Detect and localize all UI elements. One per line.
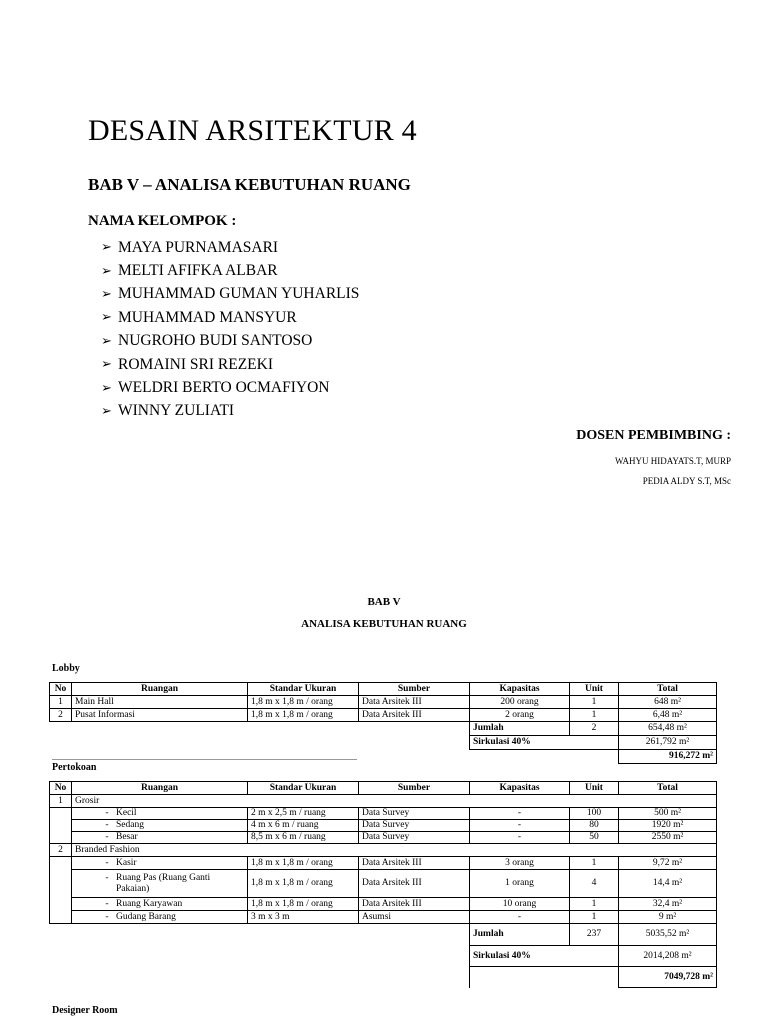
cell-sumber: Data Survey: [359, 832, 470, 844]
jumlah-label: Jumlah: [470, 924, 570, 946]
member-name: ROMAINI SRI REZEKI: [118, 355, 273, 373]
table-row: [50, 808, 717, 820]
supervisor-label: DOSEN PEMBIMBING :: [576, 428, 731, 443]
member-name: WELDRI BERTO OCMAFIYON: [118, 379, 330, 397]
group-row: [50, 795, 717, 808]
cell-unit: 80: [570, 820, 619, 832]
designer-room-label: Designer Room: [52, 1005, 118, 1016]
cell-kapasitas: -: [470, 808, 570, 820]
cell-total: 9,72 m²: [619, 857, 717, 870]
member-name: MUHAMMAD MANSYUR: [118, 308, 297, 326]
dash-bullet-icon: -: [105, 857, 109, 868]
table-row: [50, 857, 717, 870]
cell-total: 500 m²: [619, 808, 717, 820]
cell-standar: 1,8 m x 1,8 m / orang: [248, 857, 359, 870]
cell-sumber: Data Arsitek III: [359, 857, 470, 870]
cell-ruangan: - Sedang: [72, 820, 248, 832]
table-header-row: [50, 782, 717, 795]
cell-kapasitas: -: [470, 832, 570, 844]
cell-ruangan: Pusat Informasi: [72, 709, 248, 722]
member-item: [101, 259, 359, 282]
cell-unit: 1: [570, 709, 619, 722]
arrow-bullet-icon: ➢: [101, 380, 112, 396]
arrow-bullet-icon: ➢: [101, 403, 112, 419]
grand-total-row: [50, 750, 717, 764]
dash-bullet-icon: -: [105, 808, 109, 818]
cell-standar: 1,8 m x 1,8 m / orang: [248, 870, 359, 898]
jumlah-total: 5035,52 m²: [619, 924, 717, 946]
cell-unit: 50: [570, 832, 619, 844]
arrow-bullet-icon: ➢: [101, 357, 112, 373]
col-header: Ruangan: [72, 782, 248, 795]
arrow-bullet-icon: ➢: [101, 310, 112, 326]
cell-sumber: Asumsi: [359, 911, 470, 924]
dash-bullet-icon: -: [105, 832, 109, 842]
cell-unit: 1: [570, 898, 619, 911]
cell-standar: 1,8 m x 1,8 m / orang: [248, 709, 359, 722]
arrow-bullet-icon: ➢: [101, 263, 112, 279]
cell-total: 648 m²: [619, 696, 717, 709]
group-name: Branded Fashion: [72, 844, 717, 857]
jumlah-row: [50, 722, 717, 736]
cell-sumber: Data Arsitek III: [359, 898, 470, 911]
col-header: Ruangan: [72, 683, 248, 696]
sirkulasi-label: Sirkulasi 40%: [470, 946, 619, 967]
cell-unit: 1: [570, 857, 619, 870]
cell-ruangan: - Kasir: [72, 857, 248, 870]
grand-total-row: [50, 967, 717, 988]
grand-total: 916,272 m²: [619, 750, 717, 764]
supervisor-name: PEDIA ALDY S.T, MSc: [642, 476, 731, 486]
dash-bullet-icon: -: [105, 898, 109, 909]
cell-ruangan: - Ruang Pas (Ruang Ganti Pakaian): [72, 870, 248, 898]
section-heading: BAB V: [367, 596, 401, 608]
cell-sumber: Data Survey: [359, 820, 470, 832]
arrow-bullet-icon: ➢: [101, 333, 112, 349]
cell-standar: 8,5 m x 6 m / ruang: [248, 832, 359, 844]
member-list: [101, 236, 359, 423]
cell-sumber: Data Survey: [359, 808, 470, 820]
cell-standar: 1,8 m x 1,8 m / orang: [248, 898, 359, 911]
col-header: Unit: [570, 782, 619, 795]
member-name: MUHAMMAD GUMAN YUHARLIS: [118, 285, 360, 303]
cell-no: 1: [50, 795, 72, 808]
member-item: [101, 400, 359, 423]
cell-kapasitas: 1 orang: [470, 870, 570, 898]
lobby-table: [49, 682, 717, 764]
cell-sumber: Data Arsitek III: [359, 709, 470, 722]
col-header: Unit: [570, 683, 619, 696]
cell-ruangan: Main Hall: [72, 696, 248, 709]
col-header: Standar Ukuran: [248, 683, 359, 696]
cell-total: 32,4 m²: [619, 898, 717, 911]
dash-bullet-icon: -: [105, 872, 109, 883]
table-row: [50, 696, 717, 709]
col-header: Total: [619, 683, 717, 696]
col-header: Kapasitas: [470, 782, 570, 795]
dash-bullet-icon: -: [105, 820, 109, 830]
col-header: Sumber: [359, 683, 470, 696]
cell-total: 14,4 m²: [619, 870, 717, 898]
cell-no: 2: [50, 709, 72, 722]
supervisor-name: WAHYU HIDAYATS.T, MURP: [614, 456, 731, 466]
table-row: [50, 709, 717, 722]
col-header: Total: [619, 782, 717, 795]
divider: [52, 759, 357, 760]
pertokoan-table: [49, 781, 717, 988]
col-header: No: [50, 683, 72, 696]
table-row: [50, 898, 717, 911]
sirkulasi-label: Sirkulasi 40%: [470, 736, 619, 750]
lobby-label: Lobby: [52, 663, 80, 674]
col-header: No: [50, 782, 72, 795]
supervisor-list: [615, 451, 731, 491]
cell-kapasitas: -: [470, 820, 570, 832]
jumlah-row: [50, 924, 717, 946]
grand-total: 7049,728 m²: [619, 967, 717, 988]
member-item: [101, 306, 359, 329]
cell-kapasitas: 200 orang: [470, 696, 570, 709]
cell-unit: 1: [570, 911, 619, 924]
cell-standar: 2 m x 2,5 m / ruang: [248, 808, 359, 820]
cell-unit: 1: [570, 696, 619, 709]
group-name: Grosir: [72, 795, 717, 808]
cell-sumber: Data Arsitek III: [359, 870, 470, 898]
cell-kapasitas: 10 orang: [470, 898, 570, 911]
pertokoan-label: Pertokoan: [52, 762, 97, 773]
section-subheading: ANALISA KEBUTUHAN RUANG: [301, 618, 467, 630]
cell-ruangan: - Besar: [72, 832, 248, 844]
sirkulasi-total: 261,792 m²: [619, 736, 717, 750]
cell-total: 9 m²: [619, 911, 717, 924]
col-header: Sumber: [359, 782, 470, 795]
group-label: NAMA KELOMPOK :: [88, 213, 237, 229]
member-item: [101, 330, 359, 353]
cell-standar: 1,8 m x 1,8 m / orang: [248, 696, 359, 709]
table-row: [50, 911, 717, 924]
cell-unit: 100: [570, 808, 619, 820]
member-name: NUGROHO BUDI SANTOSO: [118, 332, 313, 350]
cell-standar: 4 m x 6 m / ruang: [248, 820, 359, 832]
document-title: DESAIN ARSITEKTUR 4: [88, 114, 417, 147]
cell-total: 2550 m²: [619, 832, 717, 844]
cell-kapasitas: 2 orang: [470, 709, 570, 722]
group-row: [50, 844, 717, 857]
col-header: Standar Ukuran: [248, 782, 359, 795]
cell-standar: 3 m x 3 m: [248, 911, 359, 924]
member-item: [101, 376, 359, 399]
member-item: [101, 353, 359, 376]
cell-no: 2: [50, 844, 72, 857]
table-row: [50, 820, 717, 832]
cell-kapasitas: -: [470, 911, 570, 924]
member-name: WINNY ZULIATI: [118, 402, 235, 420]
sirkulasi-total: 2014,208 m²: [619, 946, 717, 967]
col-header: Kapasitas: [470, 683, 570, 696]
cell-sumber: Data Arsitek III: [359, 696, 470, 709]
member-item: [101, 236, 359, 259]
cell-ruangan: - Gudang Barang: [72, 911, 248, 924]
table-row: [50, 870, 717, 898]
cell-no: 1: [50, 696, 72, 709]
sirkulasi-row: [50, 736, 717, 750]
cell-total: 1920 m²: [619, 820, 717, 832]
cell-kapasitas: 3 orang: [470, 857, 570, 870]
chapter-title: BAB V – ANALISA KEBUTUHAN RUANG: [88, 175, 411, 194]
jumlah-unit: 2: [570, 722, 619, 736]
cell-ruangan: - Kecil: [72, 808, 248, 820]
member-item: [101, 283, 359, 306]
arrow-bullet-icon: ➢: [101, 240, 112, 256]
jumlah-label: Jumlah: [470, 722, 570, 736]
cell-ruangan: - Ruang Karyawan: [72, 898, 248, 911]
member-name: MAYA PURNAMASARI: [118, 238, 279, 256]
jumlah-unit: 237: [570, 924, 619, 946]
cell-total: 6,48 m²: [619, 709, 717, 722]
table-row: [50, 832, 717, 844]
dash-bullet-icon: -: [105, 911, 109, 922]
arrow-bullet-icon: ➢: [101, 286, 112, 302]
sirkulasi-row: [50, 946, 717, 967]
member-name: MELTI AFIFKA ALBAR: [118, 262, 278, 280]
cell-unit: 4: [570, 870, 619, 898]
jumlah-total: 654,48 m²: [619, 722, 717, 736]
table-header-row: [50, 683, 717, 696]
